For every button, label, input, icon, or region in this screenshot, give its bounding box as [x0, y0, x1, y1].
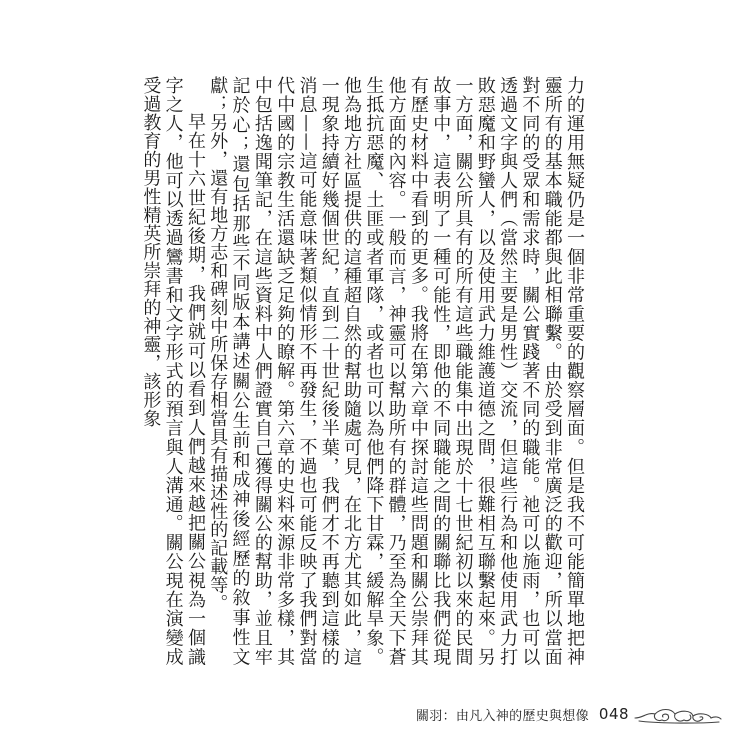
running-title: 關羽：由凡入神的歷史與想像 — [416, 708, 589, 724]
page-footer — [416, 702, 723, 726]
page-number: 048 — [598, 705, 630, 723]
paragraph-continued: 力的運用無疑仍是一個非常重要的觀察層面。但是我不可能簡單地把神靈所有的基本職能都與此相聯繫。由於受到非常廣泛的歡迎，所以當面對不同的受眾和需求時，關公實踐著不同的職能。祂可以施雨，也可以透過文字與人們（當然主要是男性）交流，但這些行為和他使用武力打敗惡魔和野蠻人，以及使用武力維護道德之間，很難相互聯繫起來。另一方面，關公所具有的所有這些職能集中出現於十七世紀初以來的民間故事中，這表明了一種可能性，即他的不同職能之間的關聯比我們從現有歷史材料中看到的更多。我將在第六章中探討這些問題和關公崇拜其他方面的內容。一般而言，神靈可以幫助所有的群體，乃至為全天下蒼生抵抗惡魔、土匪或者軍隊，或者也可以為他們降下甘霖，緩解旱象。他為地方社區提供的這種超自然的幫助隨處可見，在北方尤其如此，這一現象持續好幾個世紀，直到二十世紀後半葉，我們才不再聽到這樣的消息——這可能意味著類似情形不再發生，不過也可能反映了我們對當代中國的宗教生活還缺乏足夠的瞭解。第六章的史料來源非常多樣，其中包括逸聞筆記，在這些資料中人們證實自己獲得關公的幫助，並且牢記於心；還包括那些不同版本講述關公生前和成神後經歷的敘事性文獻；另外，還有地方志和碑刻中所保存相當具有描述性的記載等。 — [207, 76, 585, 666]
cloud-ornament-icon — [633, 702, 723, 726]
body-text — [139, 76, 585, 666]
paragraph-new: 早在十六世紀後期，我們就可以看到人們越來越把關公視為一個識字之人，他可以透過鸞書和文字形式的預言與人溝通。關公現在演變成受過教育的男性精英所崇拜的神靈，該形象 — [140, 76, 206, 666]
